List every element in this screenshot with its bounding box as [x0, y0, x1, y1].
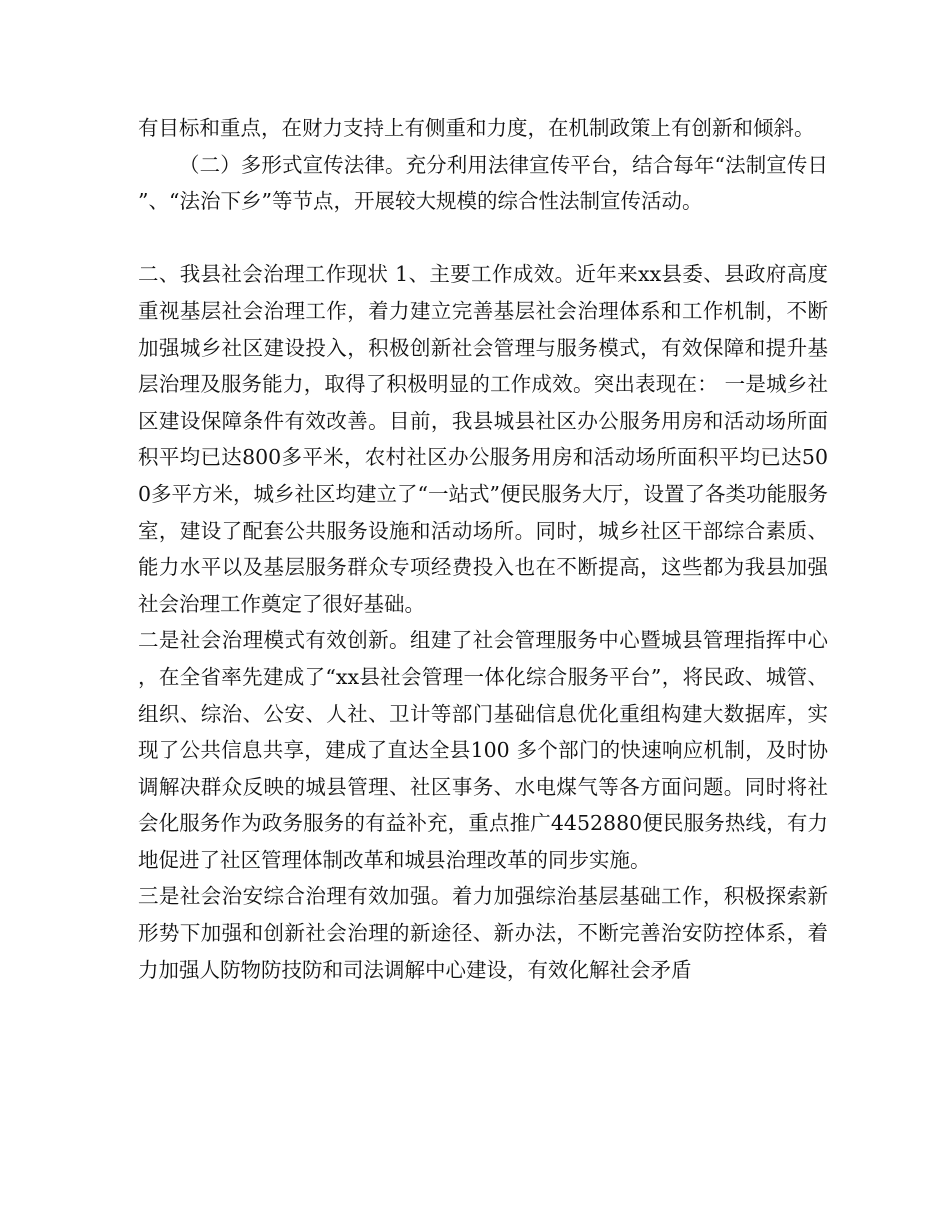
- paragraph-governance-innovation: 二是社会治理模式有效创新。组建了社会管理服务中心暨城县管理指挥中心，在全省率先建成了“xx县社会管理一体化综合服务平台”，将民政、城管、组织、综治、公安、人社、卫计等部门基础信息优化重组构建大数据库，实现了公共信息共享，建成了直达全县100 多个部门的快速响应机制，及时协调解决群众反映的城县管理、社区事务、水电煤气等各方面问题。同时将社会化服务作为政务服务的有益补充，重点推广4452880便民服务热线，有力地促进了社区管理体制改革和城县治理改革的同步实施。: [138, 628, 828, 872]
- paragraph-governance-status: 二、我县社会治理工作现状 1、主要工作成效。近年来xx县委、县政府高度重视基层社会治理工作，着力建立完善基层社会治理体系和工作机制，不断加强城乡社区建设投入，积极创新社会管理与服务模式，有效保障和提升基层治理及服务能力，取得了积极明显的工作成效。突出表现在： 一是城乡社区建设保障条件有效改善。目前，我县城县社区办公服务用房和活动场所面积平均已达800多平米，农村社区办公服务用房和活动场所面积平均已达500多平方米，城乡社区均建立了“一站式”便民服务大厅，设置了各类功能服务室，建设了配套公共服务设施和活动场所。同时，城乡社区干部综合素质、能力水平以及基层服务群众专项经费投入也在不断提高，这些都为我县加强社会治理工作奠定了很好基础。: [138, 262, 829, 616]
- paragraph-continuation: 有目标和重点，在财力支持上有侧重和力度，在机制政策上有创新和倾斜。: [138, 116, 815, 140]
- paragraph-public-security: 三是社会治安综合治理有效加强。着力加强综治基层基础工作，积极探索新形势下加强和创新社会治理的新途径、新办法，不断完善治安防控体系，着力加强人防物防技防和司法调解中心建设，有效化解社会矛盾: [138, 884, 828, 982]
- document-body: [138, 110, 828, 988]
- paragraph-law-publicity: （二）多形式宣传法律。充分利用法律宣传平台，结合每年“法制宣传日”、“法治下乡”等节点，开展较大规模的综合性法制宣传活动。: [138, 152, 828, 214]
